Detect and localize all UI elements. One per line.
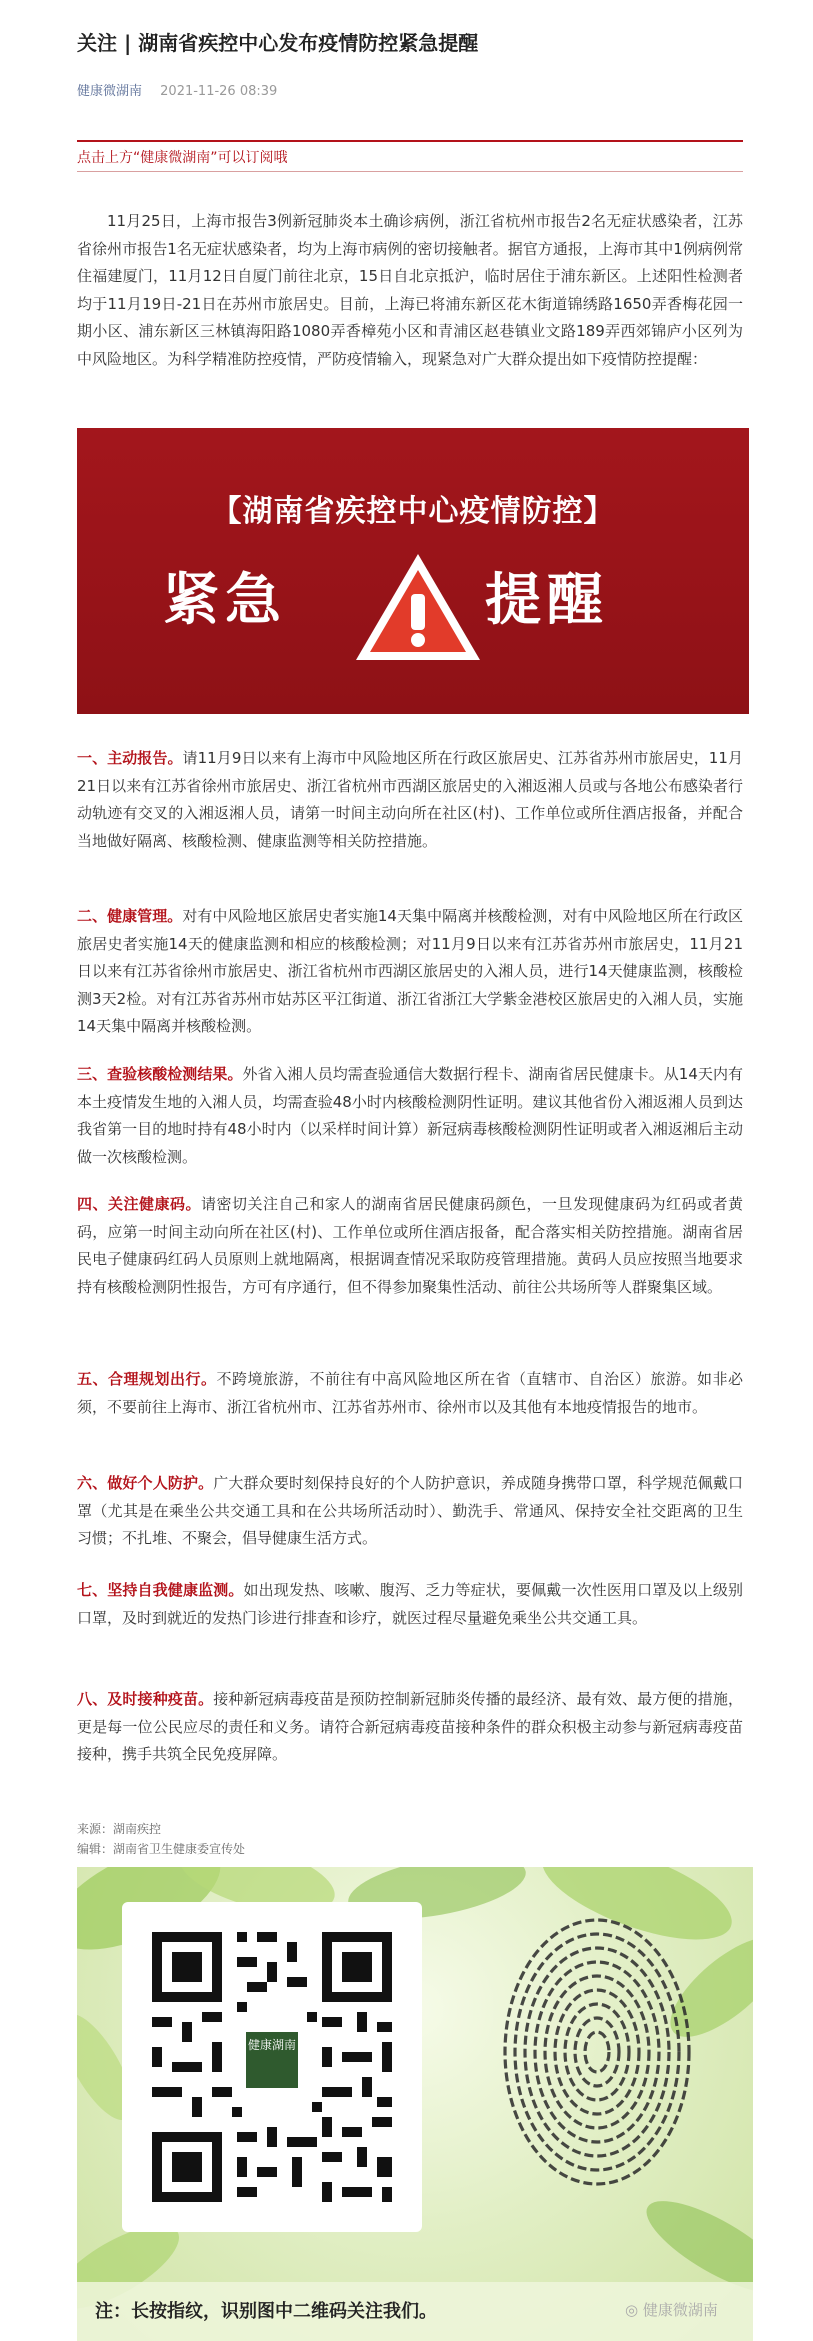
section-6 <box>77 1470 743 1553</box>
footer-editor: 编辑：湖南省卫生健康委宣传处 <box>77 1842 246 1856</box>
section-body: 请11月9日以来有上海市中风险地区所在行政区旅居史、江苏省苏州市旅居史，11月21日以来有江苏省徐州市旅居史、浙江省杭州市西湖区旅居史的入湘返湘人员或与各地公布感染者行动轨迹有交叉的入湘返湘人员，请第一时间主动向所在社区(村)、工作单位或所住酒店报备，并配合当地做好隔离、核酸检测、健康监测等相关防控措施。 <box>77 749 743 850</box>
section-heading: 四、关注健康码。 <box>77 1195 201 1213</box>
section-3 <box>77 1061 743 1171</box>
banner-word-right: 提醒 <box>485 568 609 633</box>
footer-source: 来源：湖南疾控 <box>77 1822 162 1836</box>
section-heading: 一、主动报告。 <box>77 749 183 767</box>
poster-brand-label: 健康微湖南 <box>642 2301 718 2319</box>
section-5 <box>77 1366 743 1421</box>
alert-banner <box>77 428 749 714</box>
section-7 <box>77 1577 743 1632</box>
divider <box>77 171 743 172</box>
wechat-icon: ◎ <box>625 2301 639 2319</box>
banner-title: 【湖南省疾控中心疫情防控】 <box>211 494 615 529</box>
article-meta <box>77 80 277 99</box>
section-heading: 六、做好个人防护。 <box>77 1474 214 1492</box>
section-2 <box>77 903 743 1041</box>
publish-date: 2021-11-26 08:39 <box>160 84 278 99</box>
section-heading: 七、坚持自我健康监测。 <box>77 1581 244 1599</box>
account-link[interactable]: 健康微湖南 <box>77 84 143 99</box>
qr-poster[interactable] <box>77 1867 753 2341</box>
section-body: 如出现发热、咳嗽、腹泻、乏力等症状，要佩戴一次性医用口罩及以上级别口罩，及时到就近的发热门诊进行排查和诊疗，就医过程尽量避免乘坐公共交通工具。 <box>77 1581 743 1627</box>
section-body: 不跨境旅游，不前往有中高风险地区所在省（直辖市、自治区）旅游。如非必须，不要前往上海市、浙江省杭州市、江苏省苏州市、徐州市以及其他有本地疫情报告的地市。 <box>77 1370 743 1416</box>
section-body: 对有中风险地区旅居史者实施14天集中隔离并核酸检测，对有中风险地区所在行政区旅居史者实施14天的健康监测和相应的核酸检测；对11月9日以来有江苏省苏州市旅居史，11月21日以来有江苏省徐州市旅居史、浙江省杭州市西湖区旅居史的入湘人员，进行14天健康监测，核酸检测3天2检。对有江苏省苏州市姑苏区平江街道、浙江省浙江大学紫金港校区旅居史的入湘人员，实施14天集中隔离并核酸检测。 <box>77 907 743 1035</box>
section-heading: 八、及时接种疫苗。 <box>77 1690 214 1708</box>
intro-paragraph: 11月25日，上海市报告3例新冠肺炎本土确诊病例，浙江省杭州市报告2名无症状感染者，江苏省徐州市报告1名无症状感染者，均为上海市病例的密切接触者。据官方通报，上海市其中1例病例常住福建厦门，11月12日自厦门前往北京，15日自北京抵沪，临时居住于浦东新区。上述阳性检测者均于11月19日-21日在苏州市旅居史。目前，上海已将浦东新区花木街道锦绣路1650弄香梅花园一期小区、浦东新区三林镇海阳路1080弄香樟苑小区和青浦区赵巷镇业文路189弄西郊锦庐小区列为中风险地区。为科学精准防控疫情，严防疫情输入，现紧急对广大群众提出如下疫情防控提醒： <box>77 212 743 368</box>
qr-logo: 健康湖南 <box>244 2030 300 2090</box>
section-body: 广大群众要时刻保持良好的个人防护意识，养成随身携带口罩，科学规范佩戴口罩（尤其是在乘坐公共交通工具和在公共场所活动时）、勤洗手、常通风、保持安全社交距离的卫生习惯；不扎堆、不聚会，倡导健康生活方式。 <box>77 1474 743 1547</box>
section-8 <box>77 1686 743 1769</box>
section-4 <box>77 1191 743 1301</box>
section-body: 接种新冠病毒疫苗是预防控制新冠肺炎传播的最经济、最有效、最方便的措施，更是每一位公民应尽的责任和义务。请符合新冠病毒疫苗接种条件的群众积极主动参与新冠病毒疫苗接种，携手共筑全民免疫屏障。 <box>77 1690 743 1763</box>
poster-brand <box>625 2299 718 2320</box>
section-heading: 三、查验核酸检测结果。 <box>77 1065 243 1083</box>
poster-note: 注：长按指纹，识别图中二维码关注我们。 <box>95 2301 437 2322</box>
section-1 <box>77 745 743 855</box>
qr-code-icon[interactable] <box>122 1902 422 2232</box>
warning-icon <box>352 550 484 664</box>
article-title: 关注 | 湖南省疾控中心发布疫情防控紧急提醒 <box>77 31 479 55</box>
section-heading: 五、合理规划出行。 <box>77 1370 217 1388</box>
banner-word-left: 紧急 <box>163 568 287 633</box>
fingerprint-icon[interactable] <box>497 1902 697 2202</box>
section-heading: 二、健康管理。 <box>77 907 183 925</box>
section-body: 外省入湘人员均需查验通信大数据行程卡、湖南省居民健康卡。从14天内有本土疫情发生地的入湘人员，均需查验48小时内核酸检测阴性证明。建议其他省份入湘返湘人员到达我省第一目的地时持有48小时内（以采样时间计算）新冠病毒核酸检测阴性证明或者入湘返湘后主动做一次核酸检测。 <box>77 1065 743 1166</box>
section-body: 请密切关注自己和家人的湖南省居民健康码颜色，一旦发现健康码为红码或者黄码，应第一时间主动向所在社区(村)、工作单位或所住酒店报备，配合落实相关防控措施。湖南省居民电子健康码红码人员原则上就地隔离，根据调查情况采取防疫管理措施。黄码人员应按照当地要求持有核酸检测阴性报告，方可有序通行，但不得参加聚集性活动、前往公共场所等人群聚集区域。 <box>77 1195 743 1296</box>
subscribe-tip[interactable]: 点击上方“健康微湖南”可以订阅哦 <box>77 150 288 166</box>
divider <box>77 140 743 142</box>
